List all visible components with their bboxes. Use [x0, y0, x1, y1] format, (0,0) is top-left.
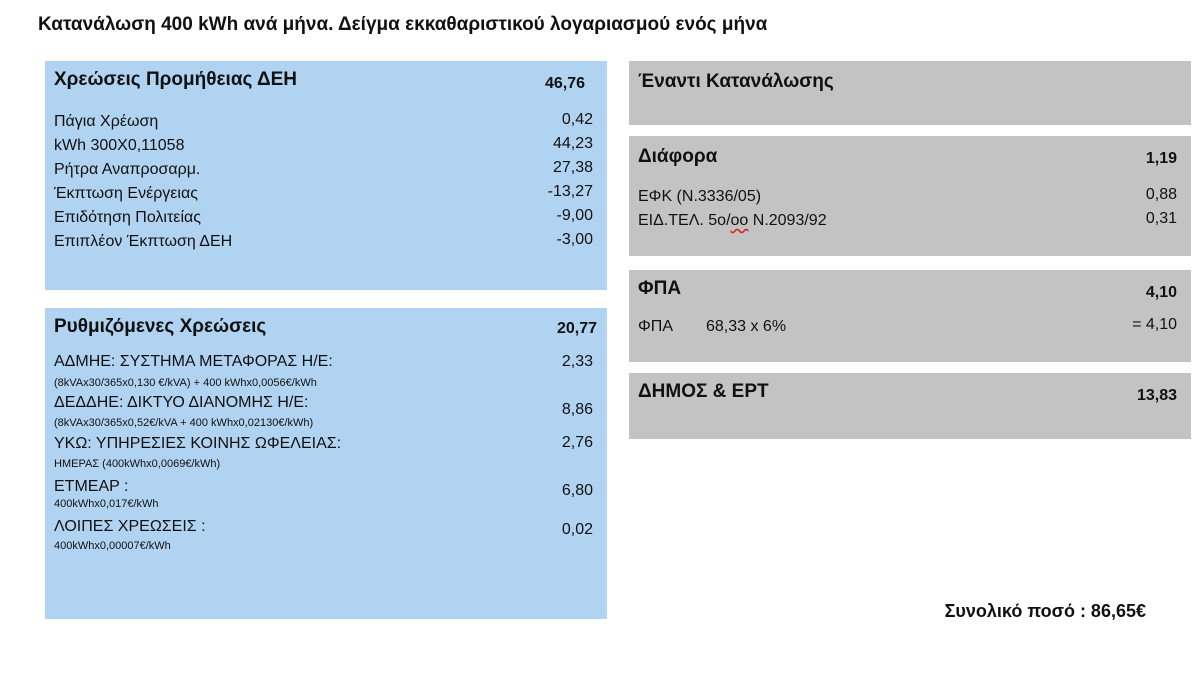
misc-item-label: ΕΦΚ (Ν.3336/05)	[638, 188, 762, 205]
misc-item-label-spellcheck-mark: οο	[730, 212, 749, 229]
misc-item-label-pre: ΕΙΔ.ΤΕΛ. 5ο/	[638, 212, 731, 229]
municipal-total: 13,83	[1136, 387, 1177, 404]
supply-item-value: 44,23	[552, 135, 593, 152]
vat-line-label: ΦΠΑ	[638, 318, 673, 335]
supply-item-label: kWh 300X0,11058	[54, 137, 185, 154]
supply-item-value: -13,27	[547, 183, 593, 200]
misc-item-value: 0,31	[1145, 210, 1177, 227]
regulated-item-value: 2,76	[561, 434, 593, 451]
vat-line-calc: 68,33 x 6%	[706, 318, 787, 335]
consumption-heading: Έναντι Κατανάλωσης	[638, 71, 834, 92]
municipal-panel	[629, 373, 1191, 439]
supply-item-value: 0,42	[561, 111, 593, 128]
vat-panel	[629, 270, 1191, 362]
supply-item-label: Έκπτωση Ενέργειας	[54, 185, 198, 202]
regulated-item-label: ΑΔΜΗΕ: ΣΥΣΤΗΜΑ ΜΕΤΑΦΟΡΑΣ Η/Ε:	[54, 353, 333, 370]
supply-item-label: Επιδότηση Πολιτείας	[54, 209, 201, 226]
supply-charges-heading: Χρεώσεις Προμήθειας ΔΕΗ	[54, 69, 298, 90]
vat-total: 4,10	[1145, 284, 1177, 301]
supply-charges-total: 46,76	[544, 75, 585, 92]
regulated-item-value: 0,02	[561, 521, 593, 538]
supply-item-label: Ρήτρα Αναπροσαρμ.	[54, 161, 201, 178]
regulated-item-detail: 400kWhx0,00007€/kWh	[54, 540, 171, 552]
municipal-heading: ΔΗΜΟΣ & ΕΡΤ	[638, 381, 769, 402]
regulated-item-detail: (8kVAx30/365x0,130 €/kVA) + 400 kWhx0,0056€/kWh	[54, 377, 317, 389]
misc-item-label	[638, 212, 827, 230]
regulated-item-label: ΥΚΩ: ΥΠΗΡΕΣΙΕΣ ΚΟΙΝΗΣ ΩΦΕΛΕΙΑΣ:	[54, 435, 342, 452]
regulated-item-value: 6,80	[561, 482, 593, 499]
misc-charges-total: 1,19	[1145, 150, 1177, 167]
regulated-item-label: ΔΕΔΔΗΕ: ΔΙΚΤΥΟ ΔΙΑΝΟΜΗΣ Η/Ε:	[54, 394, 309, 411]
supply-charges-panel	[45, 61, 607, 290]
misc-item-label-post: Ν.2093/92	[748, 212, 827, 229]
regulated-item-detail: ΗΜΕΡΑΣ (400kWhx0,0069€/kWh)	[54, 458, 221, 470]
regulated-item-value: 8,86	[561, 401, 593, 418]
regulated-item-label: ΛΟΙΠΕΣ ΧΡΕΩΣΕΙΣ :	[54, 518, 206, 535]
regulated-charges-heading: Ρυθμιζόμενες Χρεώσεις	[54, 316, 267, 337]
consumption-panel	[629, 61, 1191, 125]
regulated-item-detail: (8kVAx30/365x0,52€/kVA + 400 kWhx0,02130€/kWh)	[54, 417, 314, 429]
page-title: Κατανάλωση 400 kWh ανά μήνα. Δείγμα εκκαθαριστικού λογαριασμού ενός μήνα	[38, 14, 768, 35]
regulated-item-label: ΕΤΜΕΑΡ :	[54, 478, 129, 495]
regulated-charges-total: 20,77	[556, 320, 597, 337]
vat-line-value: = 4,10	[1132, 316, 1177, 333]
supply-item-value: 27,38	[552, 159, 593, 176]
misc-charges-heading: Διάφορα	[638, 146, 718, 167]
grand-total: Συνολικό ποσό : 86,65€	[944, 601, 1146, 621]
misc-charges-panel	[629, 136, 1191, 256]
vat-heading: ΦΠΑ	[638, 278, 682, 299]
regulated-item-value: 2,33	[561, 353, 593, 370]
regulated-charges-panel	[45, 308, 607, 619]
supply-item-value: -9,00	[556, 207, 593, 224]
regulated-item-detail: 400kWhx0,017€/kWh	[54, 498, 159, 510]
misc-item-value: 0,88	[1145, 186, 1177, 203]
supply-item-value: -3,00	[556, 231, 593, 248]
supply-item-label: Επιπλέον Έκπτωση ΔΕΗ	[54, 233, 233, 250]
supply-item-label: Πάγια Χρέωση	[54, 113, 159, 130]
